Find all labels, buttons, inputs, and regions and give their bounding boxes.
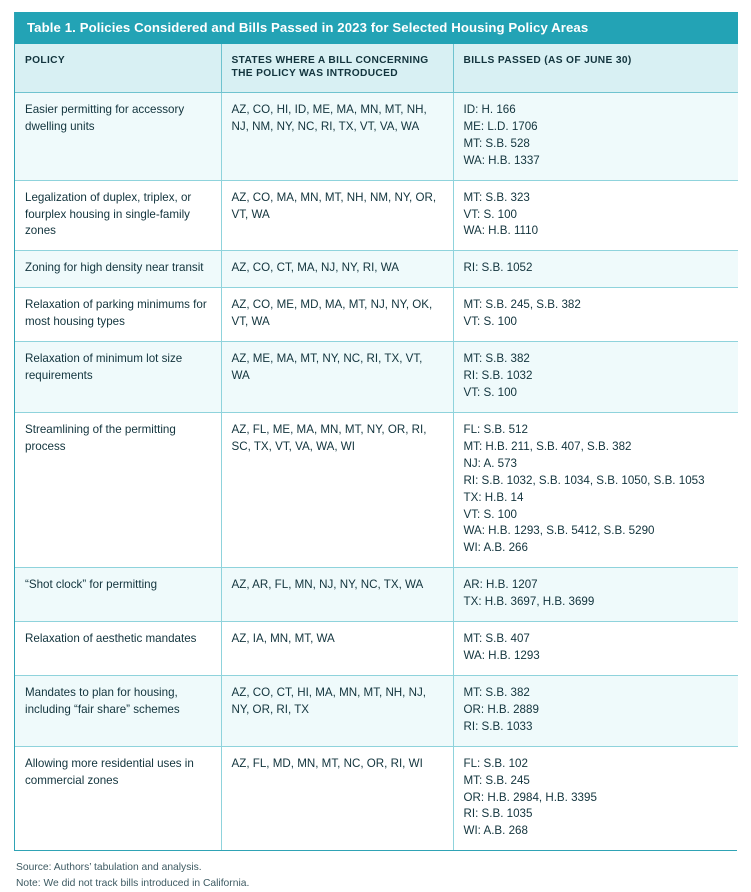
table-row [15, 92, 738, 180]
bill-line: OR: H.B. 2889 [463, 702, 539, 716]
cell-policy: “Shot clock” for permitting [15, 568, 221, 622]
cell-policy: Allowing more residential uses in commercial zones [15, 746, 221, 850]
cell-bills-passed [453, 342, 738, 413]
cell-bills-passed [453, 746, 738, 850]
cell-states-introduced: AZ, CO, CT, MA, NJ, NY, RI, WA [221, 251, 453, 288]
table-row [15, 746, 738, 850]
table-body [15, 92, 738, 850]
column-header-policy: POLICY [15, 44, 221, 92]
bill-line: MT: H.B. 211, S.B. 407, S.B. 382 [463, 439, 632, 453]
bill-line: OR: H.B. 2984, H.B. 3395 [463, 790, 597, 804]
cell-states-introduced: AZ, CO, ME, MD, MA, MT, NJ, NY, OK, VT, WA [221, 288, 453, 342]
bill-line: RI: S.B. 1033 [463, 719, 533, 733]
bill-line: MT: S.B. 245 [463, 773, 530, 787]
cell-policy: Relaxation of minimum lot size requirements [15, 342, 221, 413]
bill-line: MT: S.B. 382 [463, 352, 530, 366]
bill-line: NJ: A. 573 [463, 456, 517, 470]
bill-line: FL: S.B. 512 [463, 422, 528, 436]
policy-table [15, 44, 738, 850]
cell-policy: Zoning for high density near transit [15, 251, 221, 288]
column-header-states: STATES WHERE A BILL CONCERNING THE POLICY WAS INTRODUCED [221, 44, 453, 92]
cell-states-introduced: AZ, FL, MD, MN, MT, NC, OR, RI, WI [221, 746, 453, 850]
table-header-row [15, 44, 738, 92]
table-row [15, 568, 738, 622]
cell-policy: Easier permitting for accessory dwelling units [15, 92, 221, 180]
bill-line: RI: S.B. 1032 [463, 369, 533, 383]
table-head [15, 44, 738, 92]
table-row [15, 342, 738, 413]
bill-line: FL: S.B. 102 [463, 756, 528, 770]
cell-bills-passed [453, 622, 738, 676]
table-row [15, 180, 738, 251]
bill-line: WI: A.B. 266 [463, 541, 528, 555]
table-row [15, 675, 738, 746]
bill-line: MT: S.B. 528 [463, 136, 530, 150]
bill-line: RI: S.B. 1052 [463, 261, 533, 275]
cell-policy: Relaxation of parking minimums for most housing types [15, 288, 221, 342]
table-notes [14, 860, 737, 892]
column-header-bills: BILLS PASSED (AS OF JUNE 30) [453, 44, 738, 92]
cell-policy: Relaxation of aesthetic mandates [15, 622, 221, 676]
table-row [15, 412, 738, 567]
cell-states-introduced: AZ, CO, HI, ID, ME, MA, MN, MT, NH, NJ, NM, NY, NC, RI, TX, VT, VA, WA [221, 92, 453, 180]
bill-line: ME: L.D. 1706 [463, 119, 538, 133]
cell-states-introduced: AZ, AR, FL, MN, NJ, NY, NC, TX, WA [221, 568, 453, 622]
bill-line: MT: S.B. 382 [463, 685, 530, 699]
bill-line: MT: S.B. 323 [463, 190, 530, 204]
bill-line: VT: S. 100 [463, 507, 517, 521]
bill-line: TX: H.B. 14 [463, 490, 524, 504]
cell-bills-passed [453, 675, 738, 746]
bill-line: VT: S. 100 [463, 315, 517, 329]
policy-table-container [14, 12, 737, 851]
cell-bills-passed [453, 412, 738, 567]
bill-line: WI: A.B. 268 [463, 824, 528, 838]
note-line: Source: Authors’ tabulation and analysis. [16, 862, 202, 874]
cell-states-introduced: AZ, FL, ME, MA, MN, MT, NY, OR, RI, SC, TX, VT, VA, WA, WI [221, 412, 453, 567]
cell-bills-passed [453, 288, 738, 342]
bill-line: ID: H. 166 [463, 102, 516, 116]
cell-states-introduced: AZ, CO, MA, MN, MT, NH, NM, NY, OR, VT, WA [221, 180, 453, 251]
table-row [15, 622, 738, 676]
bill-line: WA: H.B. 1110 [463, 224, 539, 238]
note-line: Note: We did not track bills introduced in California. [16, 878, 250, 890]
bill-line: VT: S. 100 [463, 385, 517, 399]
bill-line: WA: H.B. 1293 [463, 649, 540, 663]
cell-bills-passed [453, 568, 738, 622]
bill-line: TX: H.B. 3697, H.B. 3699 [463, 595, 595, 609]
bill-line: VT: S. 100 [463, 207, 517, 221]
table-title: Table 1. Policies Considered and Bills Passed in 2023 for Selected Housing Policy Areas [15, 12, 738, 44]
cell-states-introduced: AZ, CO, CT, HI, MA, MN, MT, NH, NJ, NY, OR, RI, TX [221, 675, 453, 746]
table-row [15, 288, 738, 342]
cell-bills-passed [453, 251, 738, 288]
cell-states-introduced: AZ, IA, MN, MT, WA [221, 622, 453, 676]
bill-line: MT: S.B. 407 [463, 632, 530, 646]
bill-line: RI: S.B. 1032, S.B. 1034, S.B. 1050, S.B. 1053 [463, 473, 705, 487]
cell-states-introduced: AZ, ME, MA, MT, NY, NC, RI, TX, VT, WA [221, 342, 453, 413]
cell-policy: Mandates to plan for housing, including “fair share” schemes [15, 675, 221, 746]
cell-policy: Streamlining of the permitting process [15, 412, 221, 567]
bill-line: WA: H.B. 1293, S.B. 5412, S.B. 5290 [463, 524, 655, 538]
cell-bills-passed [453, 180, 738, 251]
table-row [15, 251, 738, 288]
bill-line: RI: S.B. 1035 [463, 807, 533, 821]
cell-bills-passed [453, 92, 738, 180]
bill-line: MT: S.B. 245, S.B. 382 [463, 298, 581, 312]
bill-line: WA: H.B. 1337 [463, 153, 540, 167]
bill-line: AR: H.B. 1207 [463, 578, 538, 592]
cell-policy: Legalization of duplex, triplex, or fourplex housing in single-family zones [15, 180, 221, 251]
